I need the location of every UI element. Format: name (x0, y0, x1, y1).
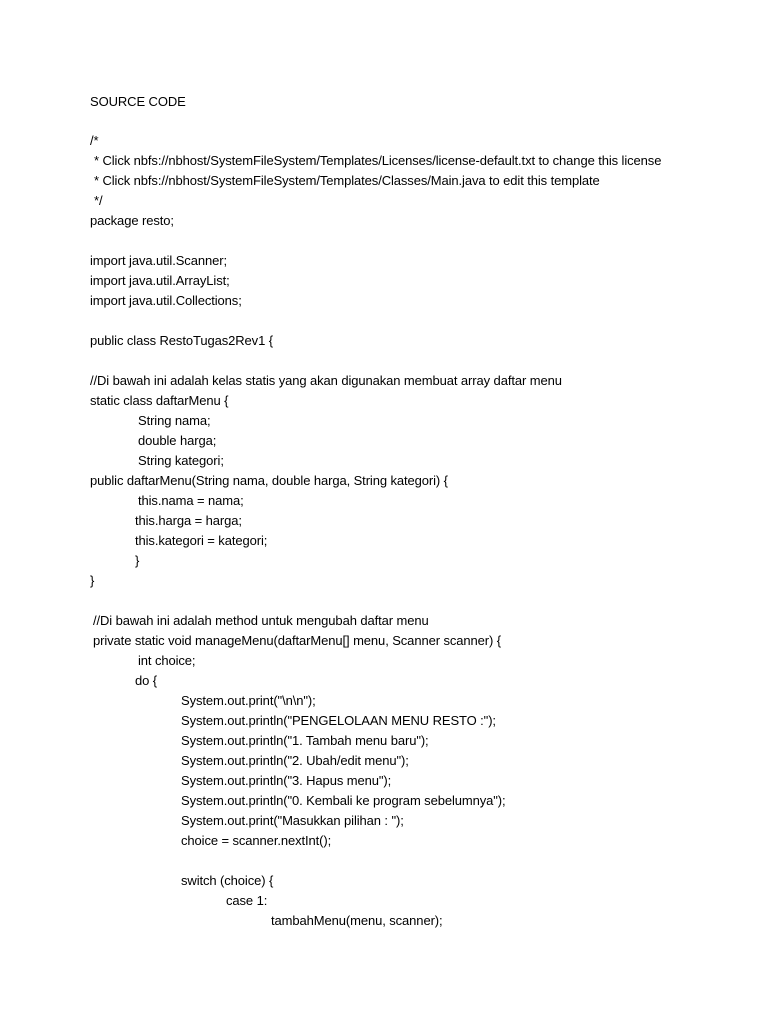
code-line: choice = scanner.nextInt(); (181, 833, 332, 848)
code-line: static class daftarMenu { (90, 393, 229, 408)
code-line: String nama; (138, 413, 211, 428)
code-line: System.out.println("0. Kembali ke program sebelumnya"); (181, 793, 506, 808)
code-line: } (90, 573, 95, 588)
code-line: this.harga = harga; (135, 513, 242, 528)
code-line: System.out.print("\n\n"); (181, 693, 316, 708)
code-line: this.kategori = kategori; (135, 533, 268, 548)
code-line: this.nama = nama; (138, 493, 244, 508)
code-line: * Click nbfs://nbhost/SystemFileSystem/Templates/Licenses/license-default.txt to change this license (94, 153, 662, 168)
code-line: } (135, 553, 140, 568)
code-line: System.out.println("PENGELOLAAN MENU RESTO :"); (181, 713, 496, 728)
code-line: import java.util.ArrayList; (90, 273, 230, 288)
code-line: import java.util.Scanner; (90, 253, 227, 268)
code-line: */ (94, 193, 103, 208)
code-line: System.out.println("2. Ubah/edit menu"); (181, 753, 409, 768)
code-line: tambahMenu(menu, scanner); (271, 913, 443, 928)
code-line: package resto; (90, 213, 174, 228)
code-line: double harga; (138, 433, 217, 448)
code-line: public daftarMenu(String nama, double harga, String kategori) { (90, 473, 448, 488)
code-line: * Click nbfs://nbhost/SystemFileSystem/Templates/Classes/Main.java to edit this template (94, 173, 600, 188)
code-line: switch (choice) { (181, 873, 274, 888)
code-line: private static void manageMenu(daftarMenu[] menu, Scanner scanner) { (93, 633, 501, 648)
code-line: //Di bawah ini adalah method untuk mengubah daftar menu (93, 613, 429, 628)
code-line: System.out.println("1. Tambah menu baru"); (181, 733, 429, 748)
code-line: import java.util.Collections; (90, 293, 242, 308)
code-line: public class RestoTugas2Rev1 { (90, 333, 273, 348)
code-line: System.out.print("Masukkan pilihan : "); (181, 813, 404, 828)
code-line: case 1: (226, 893, 268, 908)
code-line: do { (135, 673, 158, 688)
document-heading: SOURCE CODE (90, 94, 186, 109)
code-line: //Di bawah ini adalah kelas statis yang akan digunakan membuat array daftar menu (90, 373, 562, 388)
code-line: /* (90, 133, 99, 148)
code-line: System.out.println("3. Hapus menu"); (181, 773, 392, 788)
code-line: int choice; (138, 653, 196, 668)
code-line: String kategori; (138, 453, 224, 468)
